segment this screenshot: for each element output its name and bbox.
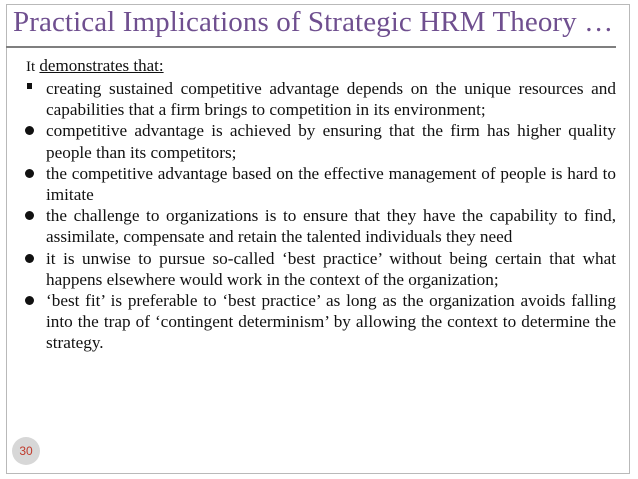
round-bullet-icon (25, 296, 34, 305)
bullet-item (24, 205, 616, 247)
intro-prefix: It (26, 59, 36, 75)
round-bullet-icon (25, 211, 34, 220)
title-divider (6, 46, 616, 48)
intro-text: demonstrates that: (39, 56, 164, 75)
bullet-text: creating sustained competitive advantage depends on the unique resources and capabilities that a firm brings to competition in its environment; (46, 79, 616, 120)
slide-number-badge: 30 (12, 437, 40, 465)
slide-title: Practical Implications of Strategic HRM Theory … (13, 6, 614, 38)
bullet-text: the challenge to organizations is to ensure that they have the capability to find, assimilate, compensate and retain the talented individuals they need (46, 206, 616, 247)
bullet-text: the competitive advantage based on the effective management of people is hard to imitate (46, 163, 616, 205)
bullet-item (24, 163, 616, 205)
bullet-list (24, 78, 616, 354)
bullet-text: competitive advantage is achieved by ensuring that the firm has higher quality people than its competitors; (46, 121, 616, 162)
bullet-text: ‘best fit’ is preferable to ‘best practice’ as long as the organization avoids falling into the trap of ‘contingent determinism’ by allowing the context to determine the strategy. (46, 291, 616, 353)
bullet-item (24, 290, 616, 354)
bullet-text: it is unwise to pursue so-called ‘best practice’ without being certain that what happens elsewhere would work in the context of the organization; (46, 248, 616, 289)
round-bullet-icon (25, 126, 34, 135)
bullet-item (24, 78, 616, 120)
bullet-item (24, 248, 616, 290)
bullet-item (24, 120, 616, 162)
intro-line (26, 56, 164, 76)
square-bullet-icon (27, 83, 32, 89)
round-bullet-icon (25, 169, 34, 178)
round-bullet-icon (25, 254, 34, 263)
